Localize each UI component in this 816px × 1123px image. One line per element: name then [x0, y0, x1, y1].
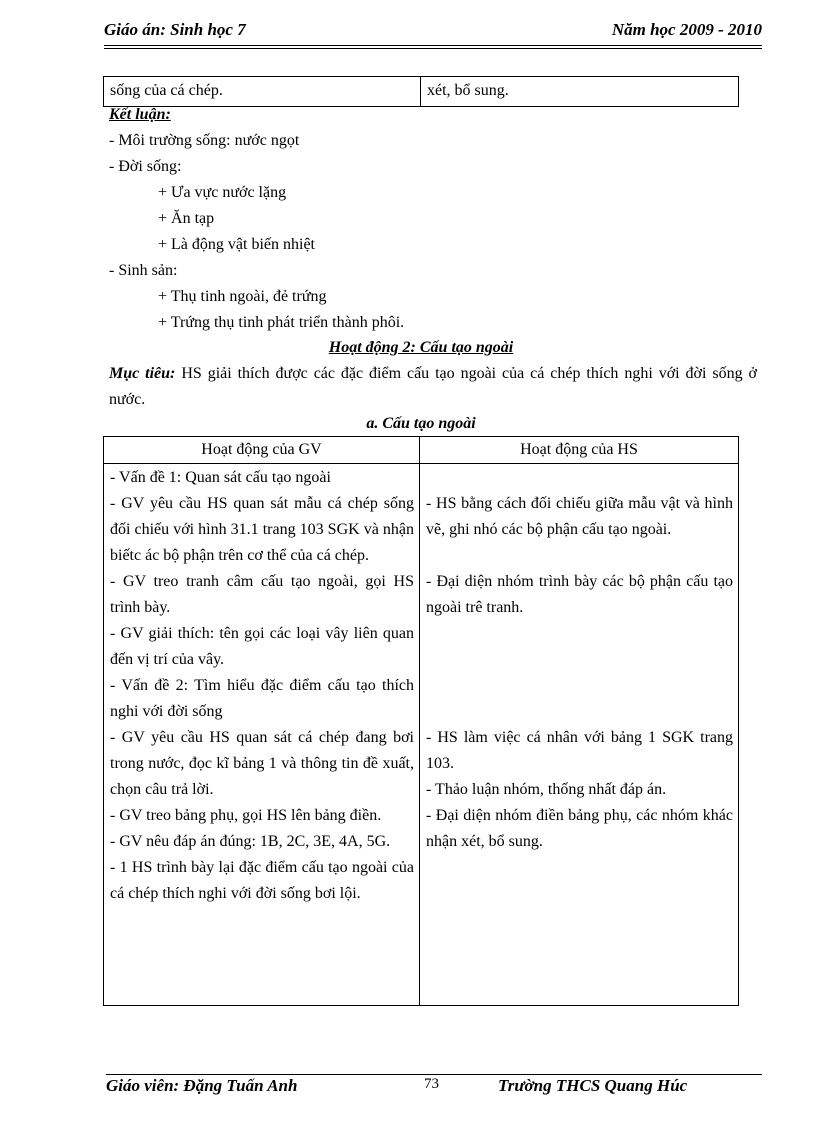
- hs-cell: [420, 464, 739, 1006]
- repro-item: + Thụ tinh ngoài, đẻ trứng: [158, 288, 327, 305]
- hs-line: - HS làm việc cá nhân với bảng 1 SGK trang 103.: [426, 729, 733, 772]
- gv-line: - GV nêu đáp án đúng: 1B, 2C, 3E, 4A, 5G.: [110, 833, 391, 850]
- header-rule: [104, 45, 762, 46]
- table-row: [104, 464, 739, 1006]
- goal-text: HS giải thích được các đặc điểm cấu tạo ngoài của cá chép thích nghi với đời sống ở nước.: [109, 365, 758, 408]
- table-header-row: [104, 437, 739, 464]
- conclusion-title: Kết luận:: [109, 106, 171, 123]
- page-footer: [106, 1076, 762, 1100]
- gv-line: - GV giải thích: tên gọi các loại vây liên quan đến vị trí của vây.: [110, 625, 414, 668]
- goal-label: Mục tiêu:: [109, 365, 176, 382]
- gv-line: - 1 HS trình bày lại đặc điểm cấu tạo ngoài của cá chép thích nghi với đời sống bơi lội.: [110, 859, 414, 902]
- footer-rule: [106, 1074, 762, 1075]
- header-school-year: Năm học 2009 - 2010: [611, 20, 762, 39]
- hs-line: - HS bằng cách đối chiếu giữa mẫu vật và hình vẽ, ghi nhó các bộ phận cấu tạo ngoài.: [426, 495, 733, 538]
- footer-school: Trường THCS Quang Húc: [498, 1076, 688, 1095]
- conclusion-repro-label: - Sinh sản:: [109, 262, 178, 279]
- header-rule-2: [104, 48, 762, 49]
- activity-table: [103, 436, 739, 1006]
- gv-cell: [104, 464, 420, 1006]
- hs-line: - Đại diện nhóm trình bày các bộ phận cấu tạo ngoài trê tranh.: [426, 573, 733, 616]
- hs-line: - Đại diện nhóm điền bảng phụ, các nhóm khác nhận xét, bổ sung.: [426, 807, 733, 850]
- hs-line: - Thảo luận nhóm, thống nhất đáp án.: [426, 781, 667, 798]
- header-hs: Hoạt động của HS: [420, 437, 739, 464]
- repro-item: + Trứng thụ tinh phát triển thành phôi.: [158, 314, 405, 331]
- conclusion-life-label: - Đời sống:: [109, 158, 182, 175]
- continued-left-cell: sống của cá chép.: [104, 77, 421, 107]
- gv-line: - GV treo bảng phụ, gọi HS lên bảng điền.: [110, 807, 382, 824]
- activity-title: Hoạt động 2: Cấu tạo ngoài: [328, 339, 514, 356]
- footer-teacher: Giáo viên: Đặng Tuấn Anh: [106, 1076, 298, 1095]
- gv-line: - GV treo tranh câm cấu tạo ngoài, gọi HS trình bày.: [110, 573, 414, 616]
- continued-right-cell: xét, bổ sung.: [421, 77, 739, 107]
- activity-goal: [109, 361, 757, 413]
- header-gv: Hoạt động của GV: [104, 437, 420, 464]
- section-title: a. Cấu tạo ngoài: [366, 415, 476, 432]
- life-item: + Ưa vực nước lặng: [158, 184, 287, 201]
- life-item: + Là động vật biến nhiệt: [158, 236, 315, 253]
- gv-line: - GV yêu cầu HS quan sát cá chép đang bơi trong nước, đọc kĩ bảng 1 và thông tin đề xuất, chọn câu trả lời.: [110, 729, 414, 798]
- page-number: 73: [424, 1076, 439, 1092]
- header-subject: Giáo án: Sinh học 7: [104, 20, 246, 39]
- gv-line: - GV yêu cầu HS quan sát mẫu cá chép sống đối chiếu với hình 31.1 trang 103 SGK và nhận biếtc ác bộ phận trên cơ thể của cá chép.: [110, 495, 414, 564]
- gv-line: - Vấn đề 1: Quan sát cấu tạo ngoài: [110, 469, 331, 486]
- conclusion-environment: - Môi trường sống: nước ngọt: [109, 132, 300, 149]
- page-header: [104, 20, 762, 44]
- life-item: + Ăn tạp: [158, 210, 215, 227]
- gv-line: - Vấn đề 2: Tìm hiểu đặc điểm cấu tạo thích nghi với đời sống: [110, 677, 414, 720]
